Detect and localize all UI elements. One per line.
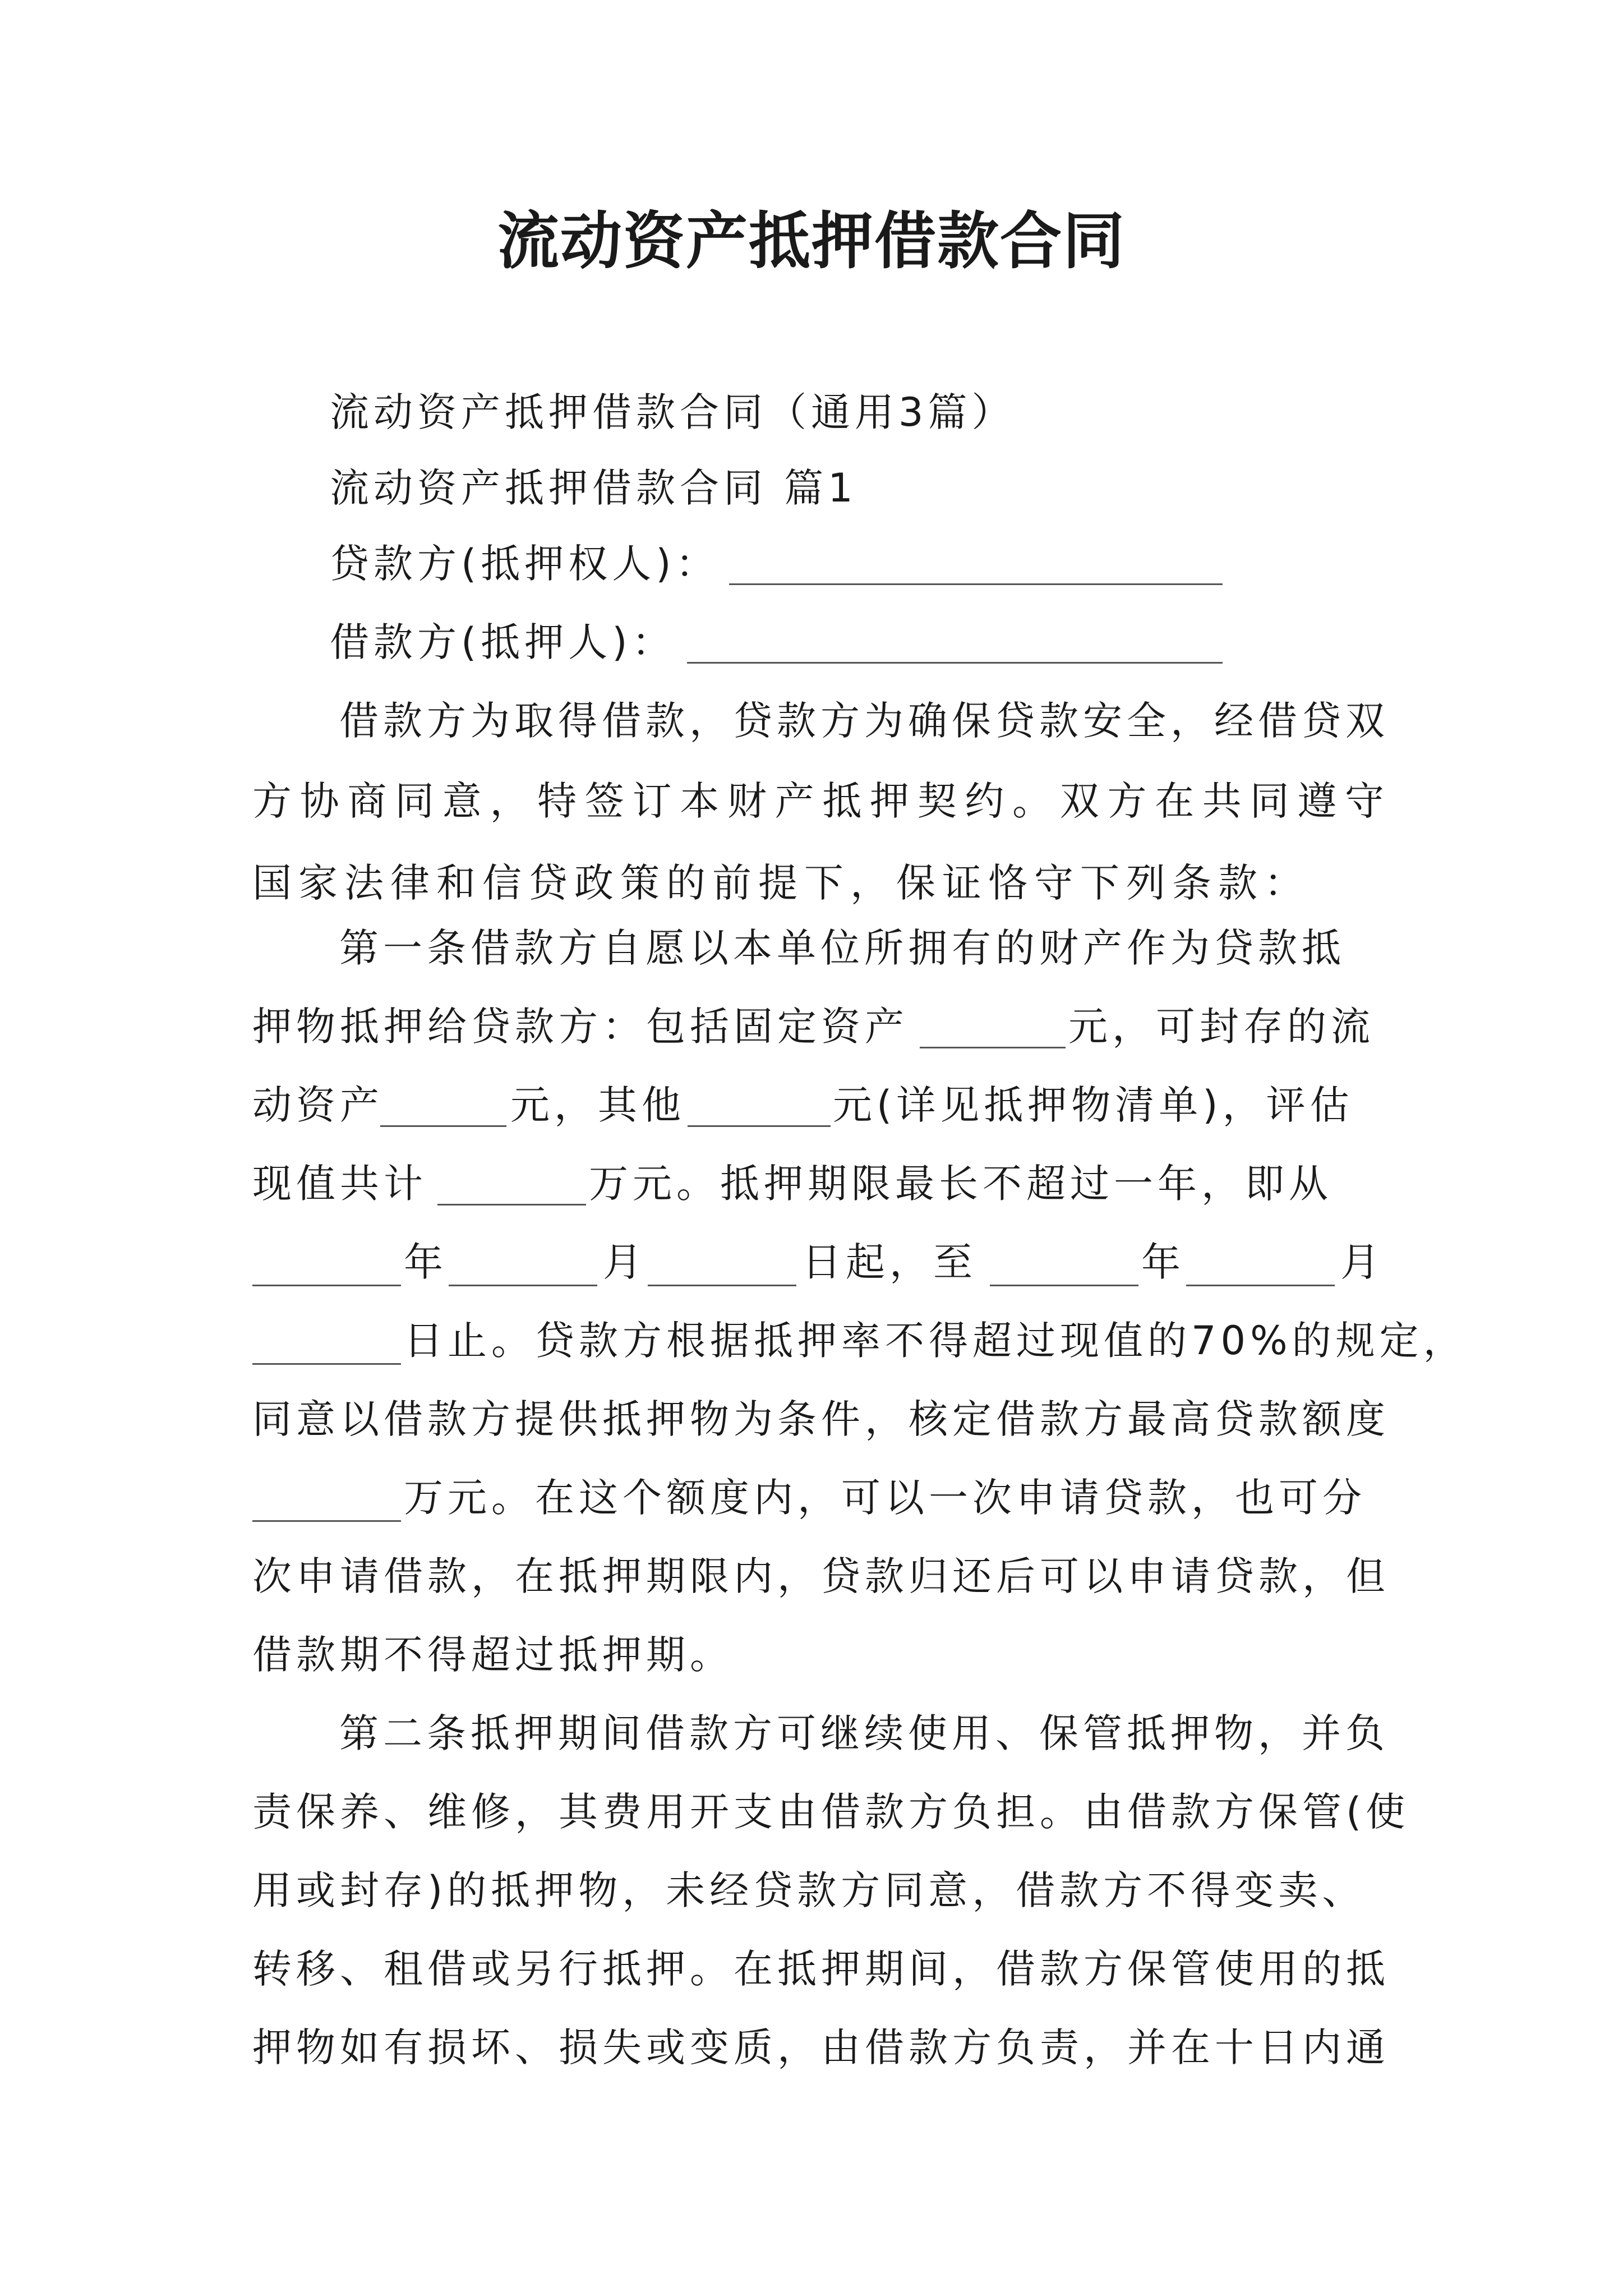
clause-1-line-8: 万元。在这个额度内，可以一次申请贷款，也可分 (404, 1475, 1366, 1521)
clause-2-line-1: 第二条抵押期间借款方可继续使用、保管抵押物，并负 (339, 1710, 1389, 1756)
clause-2-line-5: 押物如有损坏、损失或变质，由借款方负责，并在十日内通 (252, 2024, 1390, 2070)
lender-label: 贷款方(抵押权人)： (330, 541, 720, 587)
clause-1-line-3a: 动资产 (252, 1082, 384, 1128)
intro-paragraph-first-line: 借款方为取得借款，贷款方为确保贷款安全，经借贷双 (339, 698, 1389, 744)
clause-1-line-9: 次申请借款，在抵押期限内，贷款归还后可以申请贷款，但 (252, 1553, 1390, 1599)
clause-1-line-2b: 元，可封存的流 (1068, 1004, 1375, 1050)
clause-2-line-3: 用或封存)的抵押物，未经贷款方同意，借款方不得变卖、 (252, 1867, 1366, 1913)
total-value-blank (437, 1204, 586, 1205)
max-loan-blank (252, 1520, 401, 1522)
clause-1-month2-label: 月 (1340, 1239, 1384, 1285)
part-heading: 流动资产抵押借款合同 篇1 (330, 465, 857, 511)
clause-1-line-3c: 元(详见抵押物清单)，评估 (833, 1082, 1354, 1128)
page-title: 流动资产抵押借款合同 (497, 205, 1126, 277)
clause-1-month-label: 月 (603, 1239, 647, 1285)
clause-1-from-label: 日起，至 (802, 1239, 977, 1285)
clause-1-line-6: 日止。贷款方根据抵押率不得超过现值的70%的规定， (404, 1318, 1467, 1364)
clause-2-line-2: 责保养、维修，其费用开支由借款方负担。由借款方保管(使 (252, 1789, 1410, 1835)
start-year-blank (252, 1285, 401, 1286)
lender-blank (729, 583, 1223, 585)
clause-1-line-2a: 押物抵押给贷款方：包括固定资产 (252, 1004, 909, 1050)
clause-1-line-4a: 现值共计 (252, 1161, 427, 1207)
fixed-assets-blank (920, 1047, 1066, 1048)
current-assets-blank (380, 1125, 506, 1127)
borrower-label: 借款方(抵押人)： (330, 619, 676, 665)
subtitle: 流动资产抵押借款合同（通用3篇） (330, 389, 1016, 435)
clause-1-line-3b: 元，其他 (510, 1082, 685, 1128)
clause-1-line-10: 借款期不得超过抵押期。 (252, 1632, 734, 1678)
clause-1-year-label: 年 (404, 1239, 448, 1285)
intro-paragraph-rest: 方协商同意，特签订本财产抵押契约。双方在共同遵守国家法律和信贷政策的前提下，保证恪守下列条款： (252, 778, 1391, 906)
borrower-blank (687, 662, 1223, 664)
clause-1-line-7: 同意以借款方提供抵押物为条件，核定借款方最高贷款额度 (252, 1396, 1390, 1442)
clause-1-line-1: 第一条借款方自愿以本单位所拥有的财产作为贷款抵 (339, 925, 1345, 971)
clause-1-line-4b: 万元。抵押期限最长不超过一年，即从 (589, 1161, 1332, 1207)
clause-1-year2-label: 年 (1141, 1239, 1185, 1285)
other-assets-blank (688, 1125, 831, 1127)
end-month-blank (1186, 1285, 1335, 1286)
end-day-blank (252, 1363, 401, 1365)
start-day-blank (648, 1285, 796, 1286)
clause-2-line-4: 转移、租借或另行抵押。在抵押期间，借款方保管使用的抵 (252, 1946, 1390, 1992)
end-year-blank (990, 1285, 1138, 1286)
start-month-blank (449, 1285, 597, 1286)
